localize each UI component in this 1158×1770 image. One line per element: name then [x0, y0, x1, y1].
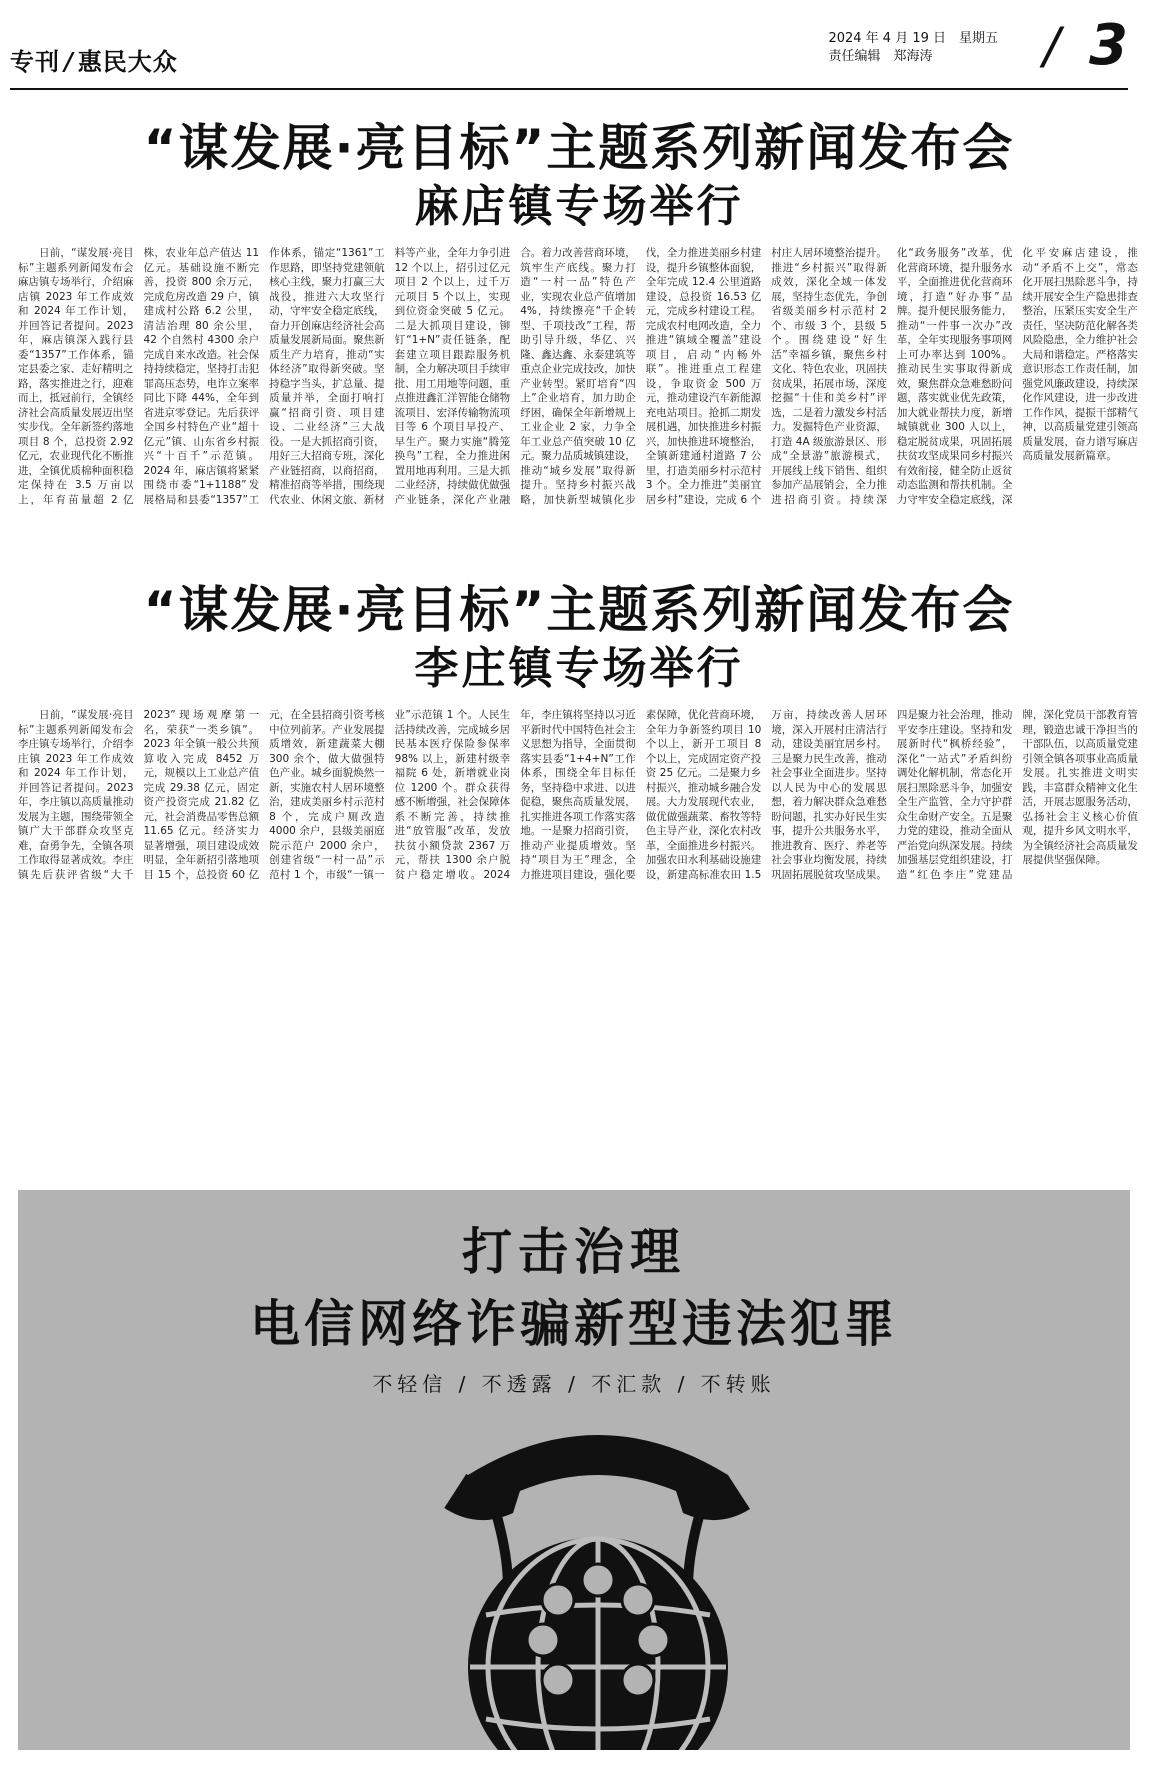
article1-text: 日前，“谋发展·亮目标”主题系列新闻发布会麻店镇专场举行，介绍麻店镇 2023 年工作成效和 2024 年工作计划，并回答记者提问。2023 年，麻店镇深入践行县委“1357”工作体系，锚定县委之家、走好精明之路，落实推进之行，迎难而上，抵冠前行，全镇经济社会高质量发展迈出坚实步伐。全年新签约落地项目 8 个，总投资 2.92 亿元，农业现代化不断推进，全镇优质棉种面积稳定保持在 3.5 万亩以上，年育苗量超 2 亿株，农业年总产值达 11 亿元。基础设施不断完善，投资 800 余万元，完成危房改造 29 户，镇建成村公路 6.2 公里，清洁治理 80 余公里，42 个自然村 4300 余户完成自来水改造。社会保持持续稳定，坚持打击犯罪高压态势，电诈立案率同比下降 44%，全年到省进京零登记。先后获评全国乡村特色产业“超十亿元”镇、山东省乡村振兴“十百千”示范镇。2024 年，麻店镇将紧紧围绕市委“1+1188”发展格局和县委“1357”工作体系，锚定“1361”工作思路，即坚持党建领航核心主线，聚力打赢三大战役，推进六大攻坚行动，守牢安全稳定底线，奋力开创麻店经济社会高质量发展新局面。聚焦新质生产力培育，推动“实体经济”取得新突破。坚持稳字当头，扩总量、提质量并举，全面打响打赢“招商引资、项目建设、二业经济”三大战役。一是大抓招商引资，用好三大招商专班，深化产业链招商，以商招商，精准招商等举措，围绕现代农业、休闲文旅、新材料等产业，全年力争引进 12 个以上，招引过亿元项目 2 个以上，过千万元项目 5 个以上，实现到位资金突破 5 亿元。二是大抓项目建设，铆钉“1+N”责任链条，配套建立项目跟踪服务机制，全力解决项目手续审批、用工用地等问题，重点推进鑫汇洋智能仓储物流项目、宏泽传输物流项目等 6 个项目早投产、早生产。聚力实施“腾笼换鸟”工程，全力推进闲置用地再利用。三是大抓二业经济，持续做优做强产业链条，深化产业融合。着力改善营商环境，筑牢生产底线。聚力打造“一村一品”特色产业，实现农业总产值增加 4%，持续擦亮“千企转型、千项技改”工程，帮助引导升级，华亿、兴隆、鑫达鑫、永泰建筑等重点企业完成技改，加快产业转型。紧盯培育“四上”企业培育，加力助企纾困，确保全年新增规上工业企业 2 家，力争全年工业总产值突破 10 亿元。聚力品质城镇建设，推动“城乡发展”取得新提升。坚持乡村振兴战略，加快新型城镇化步伐，全力推进美丽乡村建设，提升乡镇整体面貌，全年完成 12.4 公里道路建设，总投资 16.53 亿元，完成乡村建设工程。完成农村电网改造，全力推进“镇域全覆盖”建设项目，启动“内畅外联”。推进重点工程建设，争取资金 500 万元，推动建设汽车新能源充电站项目。抢抓二期发展机遇，加快推进乡村振兴，加快推进环境整治，全镇新建通村道路 7 公里，打造美丽乡村示范村 3 个。全力推进“美丽宜居乡村”建设，完成 6 个村庄人居环境整治提升。推进“乡村振兴”取得新成效，深化全域一体发展，坚持生态优先，争创省级美丽乡村示范村 2 个、市级 3 个，县级 5 个。围绕建设“好生活”幸福乡镇，聚焦乡村文化、特色农业，巩固扶贫成果，拓展市场，深度挖掘“十佳和美乡村”评选，二是着力激发乡村活力。发掘特色产业资源，打造 4A 级旅游景区、形成“全景游”旅游模式，开展线上线下销售、组织参加产品展销会，全力推进招商引资。持续深化“政务服务”改革，优化营商环境，提升服务水平，全面推进优化营商环境，打造“好办事”品牌。提升便民服务能力，推动“一件事一次办”改革，全年实现服务事项网上可办率达到 100%。推动民生实事取得新成效，聚焦群众急难愁盼问题，落实就业优先政策，加大就业帮扶力度，新增城镇就业 300 人以上，稳定脱贫成果，巩固拓展扶贫攻坚成果同乡村振兴有效衔接，健全防止返贫动态监测和帮扶机制。全力守牢安全稳定底线，深化平安麻店建设，推动“矛盾不上交”，常态化开展扫黑除恶斗争，持续开展安全生产隐患排查整治，压紧压实安全生产责任，坚决防范化解各类风险隐患，全力维护社会大局和谐稳定。严格落实意识形态工作责任制，加强党风廉政建设，持续深化作风建设，进一步改进工作作风，提振干部精气神，以高质量党建引领高质量发展，奋力谱写麻店高质量发展新篇章。: [18, 247, 1138, 506]
anti-fraud-ad: [18, 1190, 1130, 1750]
article1-headline-sub: 麻店镇专场举行: [414, 181, 744, 232]
section-label: [10, 42, 178, 77]
article1-headline-main: “谋发展·亮目标”主题系列新闻发布会: [143, 119, 1015, 177]
page-slash: /: [1043, 17, 1060, 75]
section-name: 专刊: [10, 47, 60, 76]
section-separator: /: [64, 47, 74, 76]
issue-date: 2024 年 4 月 19 日 星期五: [828, 31, 998, 46]
page-number: 3: [1089, 13, 1128, 78]
article1-body: [18, 246, 1138, 546]
article2-body: [18, 708, 1138, 1170]
article2-headline-main: “谋发展·亮目标”主题系列新闻发布会: [143, 581, 1015, 639]
masthead-rule: [10, 88, 1128, 90]
masthead: [0, 0, 1158, 92]
paper-name-logo: 惠民大众: [77, 47, 178, 76]
responsible-editor: 责任编辑 郑海涛: [828, 49, 933, 64]
article2-text: 日前，“谋发展·亮目标”主题系列新闻发布会李庄镇专场举行，介绍李庄镇 2023 年工作成效和 2024 年工作计划，并回答记者提问。2023 年，李庄镇以高质量推动发展为主题，围绕带领全镇广大干部群众攻坚克难，奋勇争先，全镇各项工作取得显著成效。李庄镇先后获评省级“大千 2023”现场观摩第一名，荣获“一类乡镇”。2023 年全镇一般公共预算收入完成 8452 万元，规模以上工业总产值完成 29.38 亿元，固定资产投资完成 21.82 亿元，社会消费品零售总额 11.65 亿元。经济实力显著增强，项目建设成效明显，全年新招引落地项目 15 个，总投资 60 亿元，在全县招商引资考核中位列前茅。产业发展提质增效，新建蔬菜大棚 300 余个，做大做强特色产业。城乡面貌焕然一新，实施农村人居环境整治，建成美丽乡村示范村 8 个，完成户厕改造 4000 余户，县级美丽庭院示范户 2000 余户，创建省级“一村一品”示范村 1 个，市级“一镇一业”示范镇 1 个。人民生活持续改善，完成城乡居民基本医疗保险参保率 98% 以上，新建村级幸福院 6 处，新增就业岗位 1200 个。群众获得感不断增强，社会保障体系不断完善，持续推进“放管服”改革，发放扶贫小额贷款 2367 万元，帮扶 1300 余户脱贫户稳定增收。2024 年，李庄镇将坚持以习近平新时代中国特色社会主义思想为指导，全面贯彻落实县委“1+4+N”工作体系，围绕全年目标任务，坚持稳中求进、以进促稳，聚焦高质量发展，扎实推进各项工作落实落地。一是聚力招商引资，推动产业提质增效。坚持“项目为王”理念，全力推进项目建设，强化要素保障，优化营商环境，全年力争新签约项目 10 个以上，新开工项目 8 个以上，完成固定资产投资 25 亿元。二是聚力乡村振兴，推动城乡融合发展。大力发展现代农业，做优做强蔬菜、畜牧等特色主导产业，深化农村改革，全面推进乡村振兴。加强农田水利基础设施建设，新建高标准农田 1.5 万亩，持续改善人居环境，深入开展村庄清洁行动，建设美丽宜居乡村。三是聚力民生改善，推动社会事业全面进步。坚持以人民为中心的发展思想，着力解决群众急难愁盼问题，扎实办好民生实事，提升公共服务水平，推进教育、医疗、养老等社会事业均衡发展，持续巩固拓展脱贫攻坚成果。四是聚力社会治理，推动平安李庄建设。坚持和发展新时代“枫桥经验”，深化“一站式”矛盾纠纷调处化解机制，常态化开展扫黑除恶斗争，加强安全生产监管，全力守护群众生命财产安全。五是聚力党的建设，推动全面从严治党向纵深发展。持续加强基层党组织建设，打造“红色李庄”党建品牌，深化党员干部教育管理，锻造忠诚干净担当的干部队伍，以高质量党建引领全镇各项事业高质量发展。扎实推进文明实践，丰富群众精神文化生活，开展志愿服务活动，弘扬社会主义核心价值观，提升乡风文明水平，为全镇经济社会高质量发展提供坚强保障。: [18, 709, 1138, 881]
ad-title-line1: 打击治理: [462, 1223, 686, 1281]
article2-headline-sub: 李庄镇专场举行: [414, 643, 744, 694]
ad-slogan: 不轻信 / 不透露 / 不汇款 / 不转账: [372, 1372, 776, 1396]
ad-title-line2: 电信网络诈骗新型违法犯罪: [250, 1295, 898, 1353]
telephone-globe-icon: [358, 1405, 838, 1750]
issue-info: [828, 30, 998, 66]
